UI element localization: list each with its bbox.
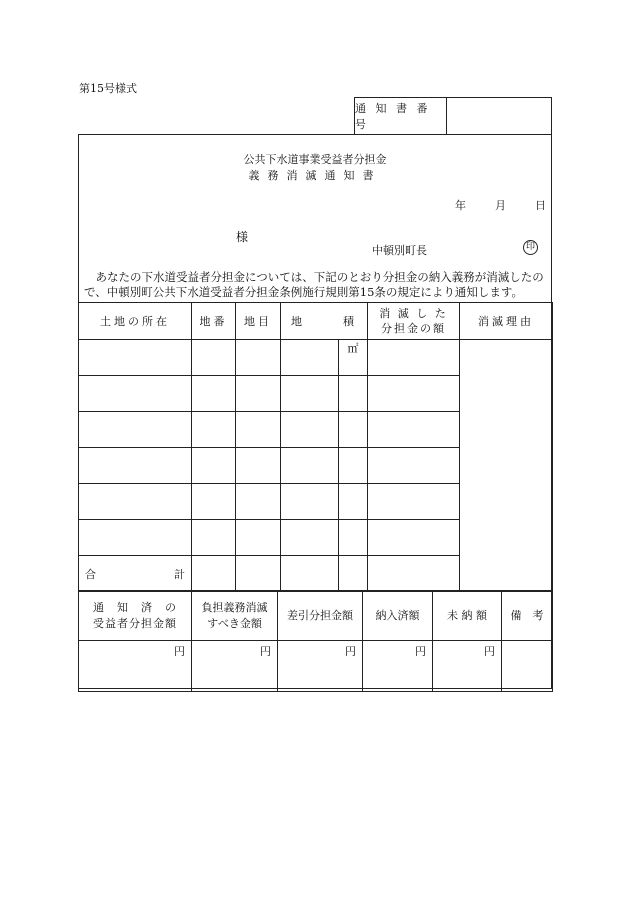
net-amount-cell[interactable] xyxy=(278,641,363,692)
header-extinguished-amount xyxy=(368,303,460,340)
land-table-header xyxy=(79,303,553,340)
land-table xyxy=(78,302,553,592)
header-area xyxy=(281,303,368,340)
title-line1: 公共下水道事業受益者分担金 xyxy=(243,153,387,166)
date-month: 月 xyxy=(495,199,506,212)
yen-unit: 円 xyxy=(260,645,271,658)
header-amount-to-extinguish: 負担義務消滅 すべき金額 xyxy=(192,591,278,641)
date-line xyxy=(455,197,546,213)
header-reason: 消滅理由 xyxy=(460,303,553,340)
addressee-suffix: 様 xyxy=(236,230,249,244)
notified-amount-cell[interactable] xyxy=(79,641,192,692)
seal-stamp: 印 xyxy=(523,240,538,255)
total-right: 計 xyxy=(174,567,185,581)
header-extinguished-line2: 分担金の額 xyxy=(381,322,446,335)
remarks-cell[interactable] xyxy=(502,641,553,692)
area-unit: ㎡ xyxy=(339,340,368,376)
yen-unit: 円 xyxy=(174,645,185,658)
header-area-left: 地 xyxy=(291,315,305,328)
header-lot-number: 地番 xyxy=(192,303,236,340)
unpaid-amount-cell[interactable] xyxy=(433,641,502,692)
body-text: あなたの下水道受益者分担金については、下記のとおり分担金の納入義務が消滅したので、中頓別町公共下水道受益者分担金条例施行規則第15条の規定により通知します。 xyxy=(84,270,544,299)
header-unpaid-amount: 未 納 額 xyxy=(433,591,502,641)
amount-table xyxy=(78,590,553,692)
date-year: 年 xyxy=(455,199,466,212)
header-notified-amount: 通 知 済 の 受益者分担金額 xyxy=(79,591,192,641)
total-left: 合 xyxy=(85,567,96,581)
yen-unit: 円 xyxy=(345,645,356,658)
yen-unit: 円 xyxy=(484,645,495,658)
amount-table-values xyxy=(79,641,553,692)
header-remarks: 備 考 xyxy=(502,591,553,641)
yen-unit: 円 xyxy=(415,645,426,658)
notice-number-box xyxy=(354,97,552,134)
notice-number-label: 通 知 書 番 号 xyxy=(355,98,447,134)
date-day: 日 xyxy=(535,199,546,212)
header-net-amount: 差引分担金額 xyxy=(278,591,363,641)
notice-number-field[interactable] xyxy=(447,98,551,134)
header-paid-amount: 納入済額 xyxy=(363,591,433,641)
header-location: 土地の所在 xyxy=(79,303,192,340)
header-land-category: 地目 xyxy=(236,303,281,340)
title-line2: 義務消滅通知書 xyxy=(248,169,382,182)
extinguish-amount-cell[interactable] xyxy=(192,641,278,692)
header-area-right: 積 xyxy=(343,315,357,328)
amount-table-header xyxy=(79,591,553,641)
header-extinguished-line1: 消 滅 し た xyxy=(379,307,448,320)
paid-amount-cell[interactable] xyxy=(363,641,433,692)
reason-cell[interactable] xyxy=(460,340,553,592)
form-number: 第15号様式 xyxy=(79,82,137,95)
total-label xyxy=(79,556,192,592)
land-row xyxy=(79,340,553,376)
issuer: 中頓別町長 xyxy=(372,244,427,257)
